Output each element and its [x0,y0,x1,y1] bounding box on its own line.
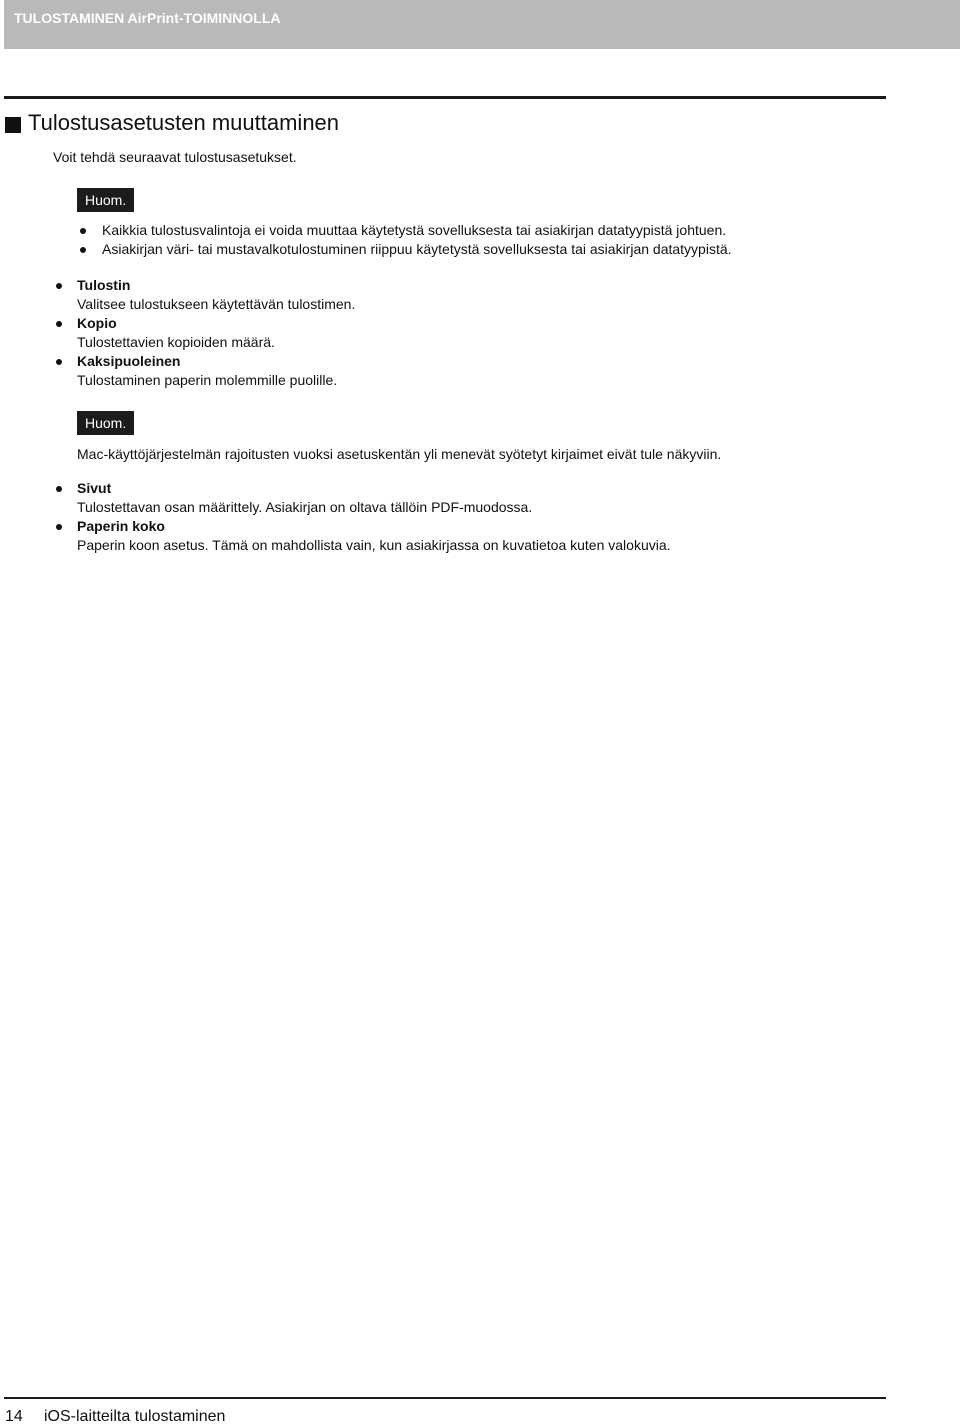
bullet-icon [56,321,62,327]
setting-label: Paperin koko [77,518,165,534]
header-title: TULOSTAMINEN AirPrint-TOIMINNOLLA [14,10,281,26]
section-square-icon [5,117,21,133]
setting-description: Tulostettavien kopioiden määrä. [77,334,275,350]
bullet-icon [56,486,62,492]
note-text: Mac-käyttöjärjestelmän rajoitusten vuoksi asetuskentän yli menevät syötetyt kirjaimet eivät tule näkyviin. [77,446,722,462]
top-divider [4,96,886,99]
setting-description: Valitsee tulostukseen käytettävän tulostimen. [77,296,356,312]
setting-description: Tulostettavan osan määrittely. Asiakirjan on oltava tällöin PDF-muodossa. [77,499,533,515]
bullet-icon [80,247,86,253]
setting-description: Tulostaminen paperin molemmille puolille. [77,372,338,388]
page-number: 14 [5,1408,23,1425]
bullet-icon [80,228,86,234]
setting-label: Sivut [77,480,112,496]
note-badge: Huom. [77,411,134,435]
bullet-icon [56,524,62,530]
bullet-icon [56,283,62,289]
section-intro: Voit tehdä seuraavat tulostusasetukset. [53,149,297,165]
setting-label: Kaksipuoleinen [77,353,181,369]
bottom-divider [4,1397,886,1399]
header-bar [4,0,960,49]
setting-label: Tulostin [77,277,131,293]
note-bullet-text: Asiakirjan väri- tai mustavalkotulostuminen riippuu käytetystä sovelluksesta tai asiakirjan datatyypistä. [102,241,732,257]
note-bullet-text: Kaikkia tulostusvalintoja ei voida muuttaa käytetystä sovelluksesta tai asiakirjan datatyypistä johtuen. [102,222,727,238]
setting-description: Paperin koon asetus. Tämä on mahdollista vain, kun asiakirjassa on kuvatietoa kuten valokuvia. [77,537,671,553]
footer-title: iOS-laitteilta tulostaminen [44,1408,226,1425]
bullet-icon [56,359,62,365]
note-badge: Huom. [77,188,134,212]
setting-label: Kopio [77,315,117,331]
section-title: Tulostusasetusten muuttaminen [28,110,340,135]
